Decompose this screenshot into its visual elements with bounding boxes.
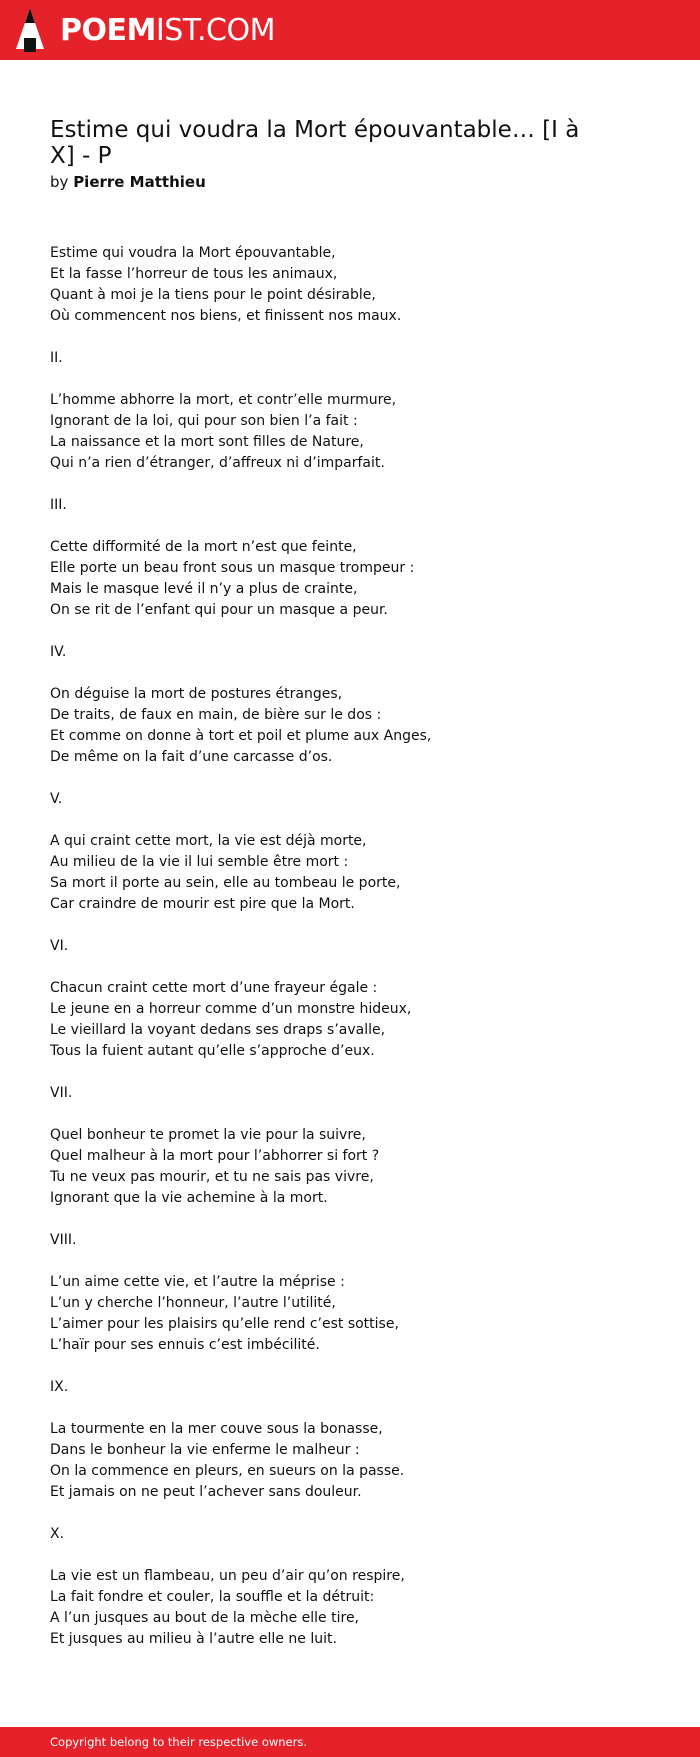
stanza-gap — [50, 369, 650, 390]
stanza-gap — [50, 957, 650, 978]
poem-line: La fait fondre et couler, la souffle et la détruit: — [50, 1589, 375, 1605]
stanza-gap — [50, 810, 650, 831]
poem-line: Et jusques au milieu à l’autre elle ne luit. — [50, 1631, 337, 1647]
poem-line: Le jeune en a horreur comme d’un monstre hideux, — [50, 1001, 412, 1017]
poem-line: Sa mort il porte au sein, elle au tombeau le porte, — [50, 875, 401, 891]
stanza-number: VIII. — [50, 1232, 77, 1248]
stanza-number: III. — [50, 497, 67, 513]
poem-line: Tous la fuient autant qu’elle s’approche d’eux. — [50, 1043, 375, 1059]
poem-line: Chacun craint cette mort d’une frayeur égale : — [50, 980, 378, 996]
poem-line: A l’un jusques au bout de la mèche elle tire, — [50, 1610, 360, 1626]
stanza-number: IV. — [50, 644, 67, 660]
poem-line: Car craindre de mourir est pire que la Mort. — [50, 896, 355, 912]
stanza-gap — [50, 327, 650, 348]
poem-line: De traits, de faux en main, de bière sur le dos : — [50, 707, 382, 723]
poem-line: L’un aime cette vie, et l’autre la méprise : — [50, 1274, 345, 1290]
poem-line: Qui n’a rien d’étranger, d’affreux ni d’imparfait. — [50, 455, 385, 471]
poem-line: Et jamais on ne peut l’achever sans douleur. — [50, 1484, 362, 1500]
stanza-gap — [50, 1398, 650, 1419]
poem-line: Ignorant de la loi, qui pour son bien l’a fait : — [50, 413, 358, 429]
stanza-gap — [50, 621, 650, 642]
poem-line: Et la fasse l’horreur de tous les animaux, — [50, 266, 338, 282]
copyright-text: Copyright belong to their respective owners. — [50, 1735, 308, 1749]
poem-title: Estime qui voudra la Mort épouvantable… [I à X] - P — [50, 117, 580, 169]
stanza-number: V. — [50, 791, 63, 807]
poem-line: On se rit de l’enfant qui pour un masque a peur. — [50, 602, 388, 618]
stanza-gap — [50, 1356, 650, 1377]
poem-line: A qui craint cette mort, la vie est déjà morte, — [50, 833, 367, 849]
poem-line: Le vieillard la voyant dedans ses draps s’avalle, — [50, 1022, 386, 1038]
poem-line: Elle porte un beau front sous un masque trompeur : — [50, 560, 415, 576]
poem-line: La vie est un flambeau, un peu d’air qu’on respire, — [50, 1568, 405, 1584]
stanza-gap — [50, 768, 650, 789]
stanza-number: X. — [50, 1526, 65, 1542]
byline-prefix: by — [50, 173, 69, 191]
poem-line: L’homme abhorre la mort, et contr’elle murmure, — [50, 392, 397, 408]
stanza-gap — [50, 1545, 650, 1566]
stanza-gap — [50, 663, 650, 684]
stanza-gap — [50, 1104, 650, 1125]
poem-line: Tu ne veux pas mourir, et tu ne sais pas vivre, — [50, 1169, 374, 1185]
site-header — [0, 0, 700, 60]
stanza-number: IX. — [50, 1379, 69, 1395]
poem-line: La tourmente en la mer couve sous la bonasse, — [50, 1421, 383, 1437]
poem-line: Mais le masque levé il n’y a plus de crainte, — [50, 581, 358, 597]
author-link[interactable]: Pierre Matthieu — [73, 173, 206, 191]
site-logo-link[interactable] — [16, 8, 275, 52]
stanza-gap — [50, 1209, 650, 1230]
stanza-gap — [50, 1503, 650, 1524]
poem-line: Quant à moi je la tiens pour le point désirable, — [50, 287, 376, 303]
stanza-gap — [50, 516, 650, 537]
pencil-icon — [16, 8, 44, 52]
poem-line: On déguise la mort de postures étranges, — [50, 686, 343, 702]
byline — [50, 173, 206, 191]
site-logo-text — [60, 13, 275, 48]
stanza-gap — [50, 1251, 650, 1272]
poem-line: Et comme on donne à tort et poil et plume aux Anges, — [50, 728, 432, 744]
stanza-gap — [50, 474, 650, 495]
poem-body — [50, 243, 650, 1650]
poem-line: L’un y cherche l’honneur, l’autre l’utilité, — [50, 1295, 336, 1311]
poem-line: Estime qui voudra la Mort épouvantable, — [50, 245, 336, 261]
poem-line: Cette difformité de la mort n’est que feinte, — [50, 539, 357, 555]
stanza-number: VI. — [50, 938, 69, 954]
poem-line: L’haïr pour ses ennuis c’est imbécilité. — [50, 1337, 320, 1353]
poem-line: Au milieu de la vie il lui semble être mort : — [50, 854, 349, 870]
poem-line: On la commence en pleurs, en sueurs on la passe. — [50, 1463, 405, 1479]
poem-line: De même on la fait d’une carcasse d’os. — [50, 749, 333, 765]
stanza-gap — [50, 1062, 650, 1083]
stanza-number: VII. — [50, 1085, 73, 1101]
poem-line: La naissance et la mort sont filles de Nature, — [50, 434, 364, 450]
poem-line: Quel malheur à la mort pour l’abhorrer si fort ? — [50, 1148, 380, 1164]
stanza-gap — [50, 915, 650, 936]
poem-line: Quel bonheur te promet la vie pour la suivre, — [50, 1127, 366, 1143]
poem-line: Dans le bonheur la vie enferme le malheur : — [50, 1442, 360, 1458]
site-footer — [0, 1727, 700, 1757]
logo-text-bold: POEM — [60, 12, 156, 48]
poem-line: L’aimer pour les plaisirs qu’elle rend c’est sottise, — [50, 1316, 399, 1332]
stanza-number: II. — [50, 350, 63, 366]
poem-line: Où commencent nos biens, et finissent nos maux. — [50, 308, 402, 324]
poem-line: Ignorant que la vie achemine à la mort. — [50, 1190, 328, 1206]
logo-text-light: IST.COM — [155, 12, 275, 48]
